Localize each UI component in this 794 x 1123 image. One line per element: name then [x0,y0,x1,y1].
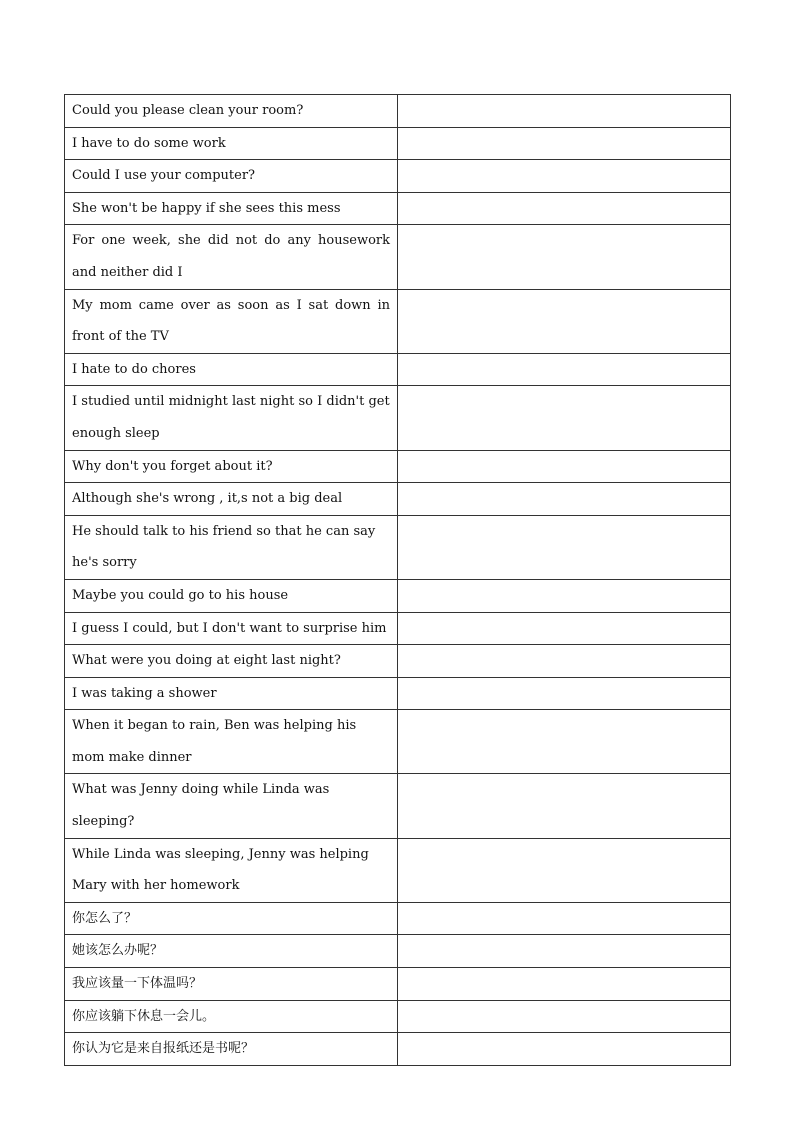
phrase-cell: I have to do some work [65,127,398,160]
table-row [65,902,731,935]
table-row [65,160,731,193]
table-row [65,579,731,612]
phrase-cell: 她该怎么办呢？ [65,935,398,968]
answer-cell[interactable] [398,127,731,160]
phrase-cell: I studied until midnight last night so I didn't get enough sleep [65,386,398,450]
table-row [65,935,731,968]
table-row [65,838,731,902]
answer-cell[interactable] [398,1000,731,1033]
phrase-cell: While Linda was sleeping, Jenny was helping Mary with her homework [65,838,398,902]
phrase-cell: She won't be happy if she sees this mess [65,192,398,225]
table-row [65,386,731,450]
answer-cell[interactable] [398,225,731,289]
phrase-cell: 你应该躺下休息一会儿。 [65,1000,398,1033]
phrase-cell: Could you please clean your room? [65,95,398,128]
phrase-cell: Although she's wrong , it,s not a big deal [65,483,398,516]
table-row [65,710,731,774]
table-row [65,450,731,483]
phrase-cell: My mom came over as soon as I sat down in front of the TV [65,289,398,353]
phrase-cell: 你怎么了？ [65,902,398,935]
answer-cell[interactable] [398,1033,731,1066]
phrase-cell: Could I use your computer? [65,160,398,193]
phrase-cell: I was taking a shower [65,677,398,710]
table-row [65,289,731,353]
phrase-cell: Maybe you could go to his house [65,579,398,612]
table-row [65,774,731,838]
answer-cell[interactable] [398,838,731,902]
answer-cell[interactable] [398,645,731,678]
table-row [65,225,731,289]
answer-cell[interactable] [398,160,731,193]
answer-cell[interactable] [398,710,731,774]
answer-cell[interactable] [398,579,731,612]
table-row [65,95,731,128]
answer-cell[interactable] [398,289,731,353]
phrase-cell: Why don't you forget about it? [65,450,398,483]
table-row [65,353,731,386]
table-row [65,968,731,1001]
phrase-cell: 我应该量一下体温吗？ [65,968,398,1001]
table-row [65,1000,731,1033]
phrase-cell: What was Jenny doing while Linda was sleeping? [65,774,398,838]
phrase-cell: I hate to do chores [65,353,398,386]
answer-cell[interactable] [398,515,731,579]
phrase-cell: He should talk to his friend so that he can say he's sorry [65,515,398,579]
table-row [65,1033,731,1066]
phrase-cell: 你认为它是来自报纸还是书呢？ [65,1033,398,1066]
table-row [65,515,731,579]
answer-cell[interactable] [398,386,731,450]
answer-cell[interactable] [398,192,731,225]
table-row [65,612,731,645]
answer-cell[interactable] [398,353,731,386]
translation-table [64,94,731,1066]
phrase-cell: When it began to rain, Ben was helping his mom make dinner [65,710,398,774]
table-row [65,192,731,225]
answer-cell[interactable] [398,968,731,1001]
answer-cell[interactable] [398,95,731,128]
answer-cell[interactable] [398,450,731,483]
table-row [65,127,731,160]
phrase-cell: What were you doing at eight last night? [65,645,398,678]
answer-cell[interactable] [398,612,731,645]
answer-cell[interactable] [398,774,731,838]
table-row [65,677,731,710]
table-row [65,483,731,516]
answer-cell[interactable] [398,483,731,516]
answer-cell[interactable] [398,902,731,935]
answer-cell[interactable] [398,935,731,968]
phrase-cell: I guess I could, but I don't want to surprise him [65,612,398,645]
phrase-cell: For one week, she did not do any housework and neither did I [65,225,398,289]
answer-cell[interactable] [398,677,731,710]
table-row [65,645,731,678]
worksheet [64,94,730,1066]
